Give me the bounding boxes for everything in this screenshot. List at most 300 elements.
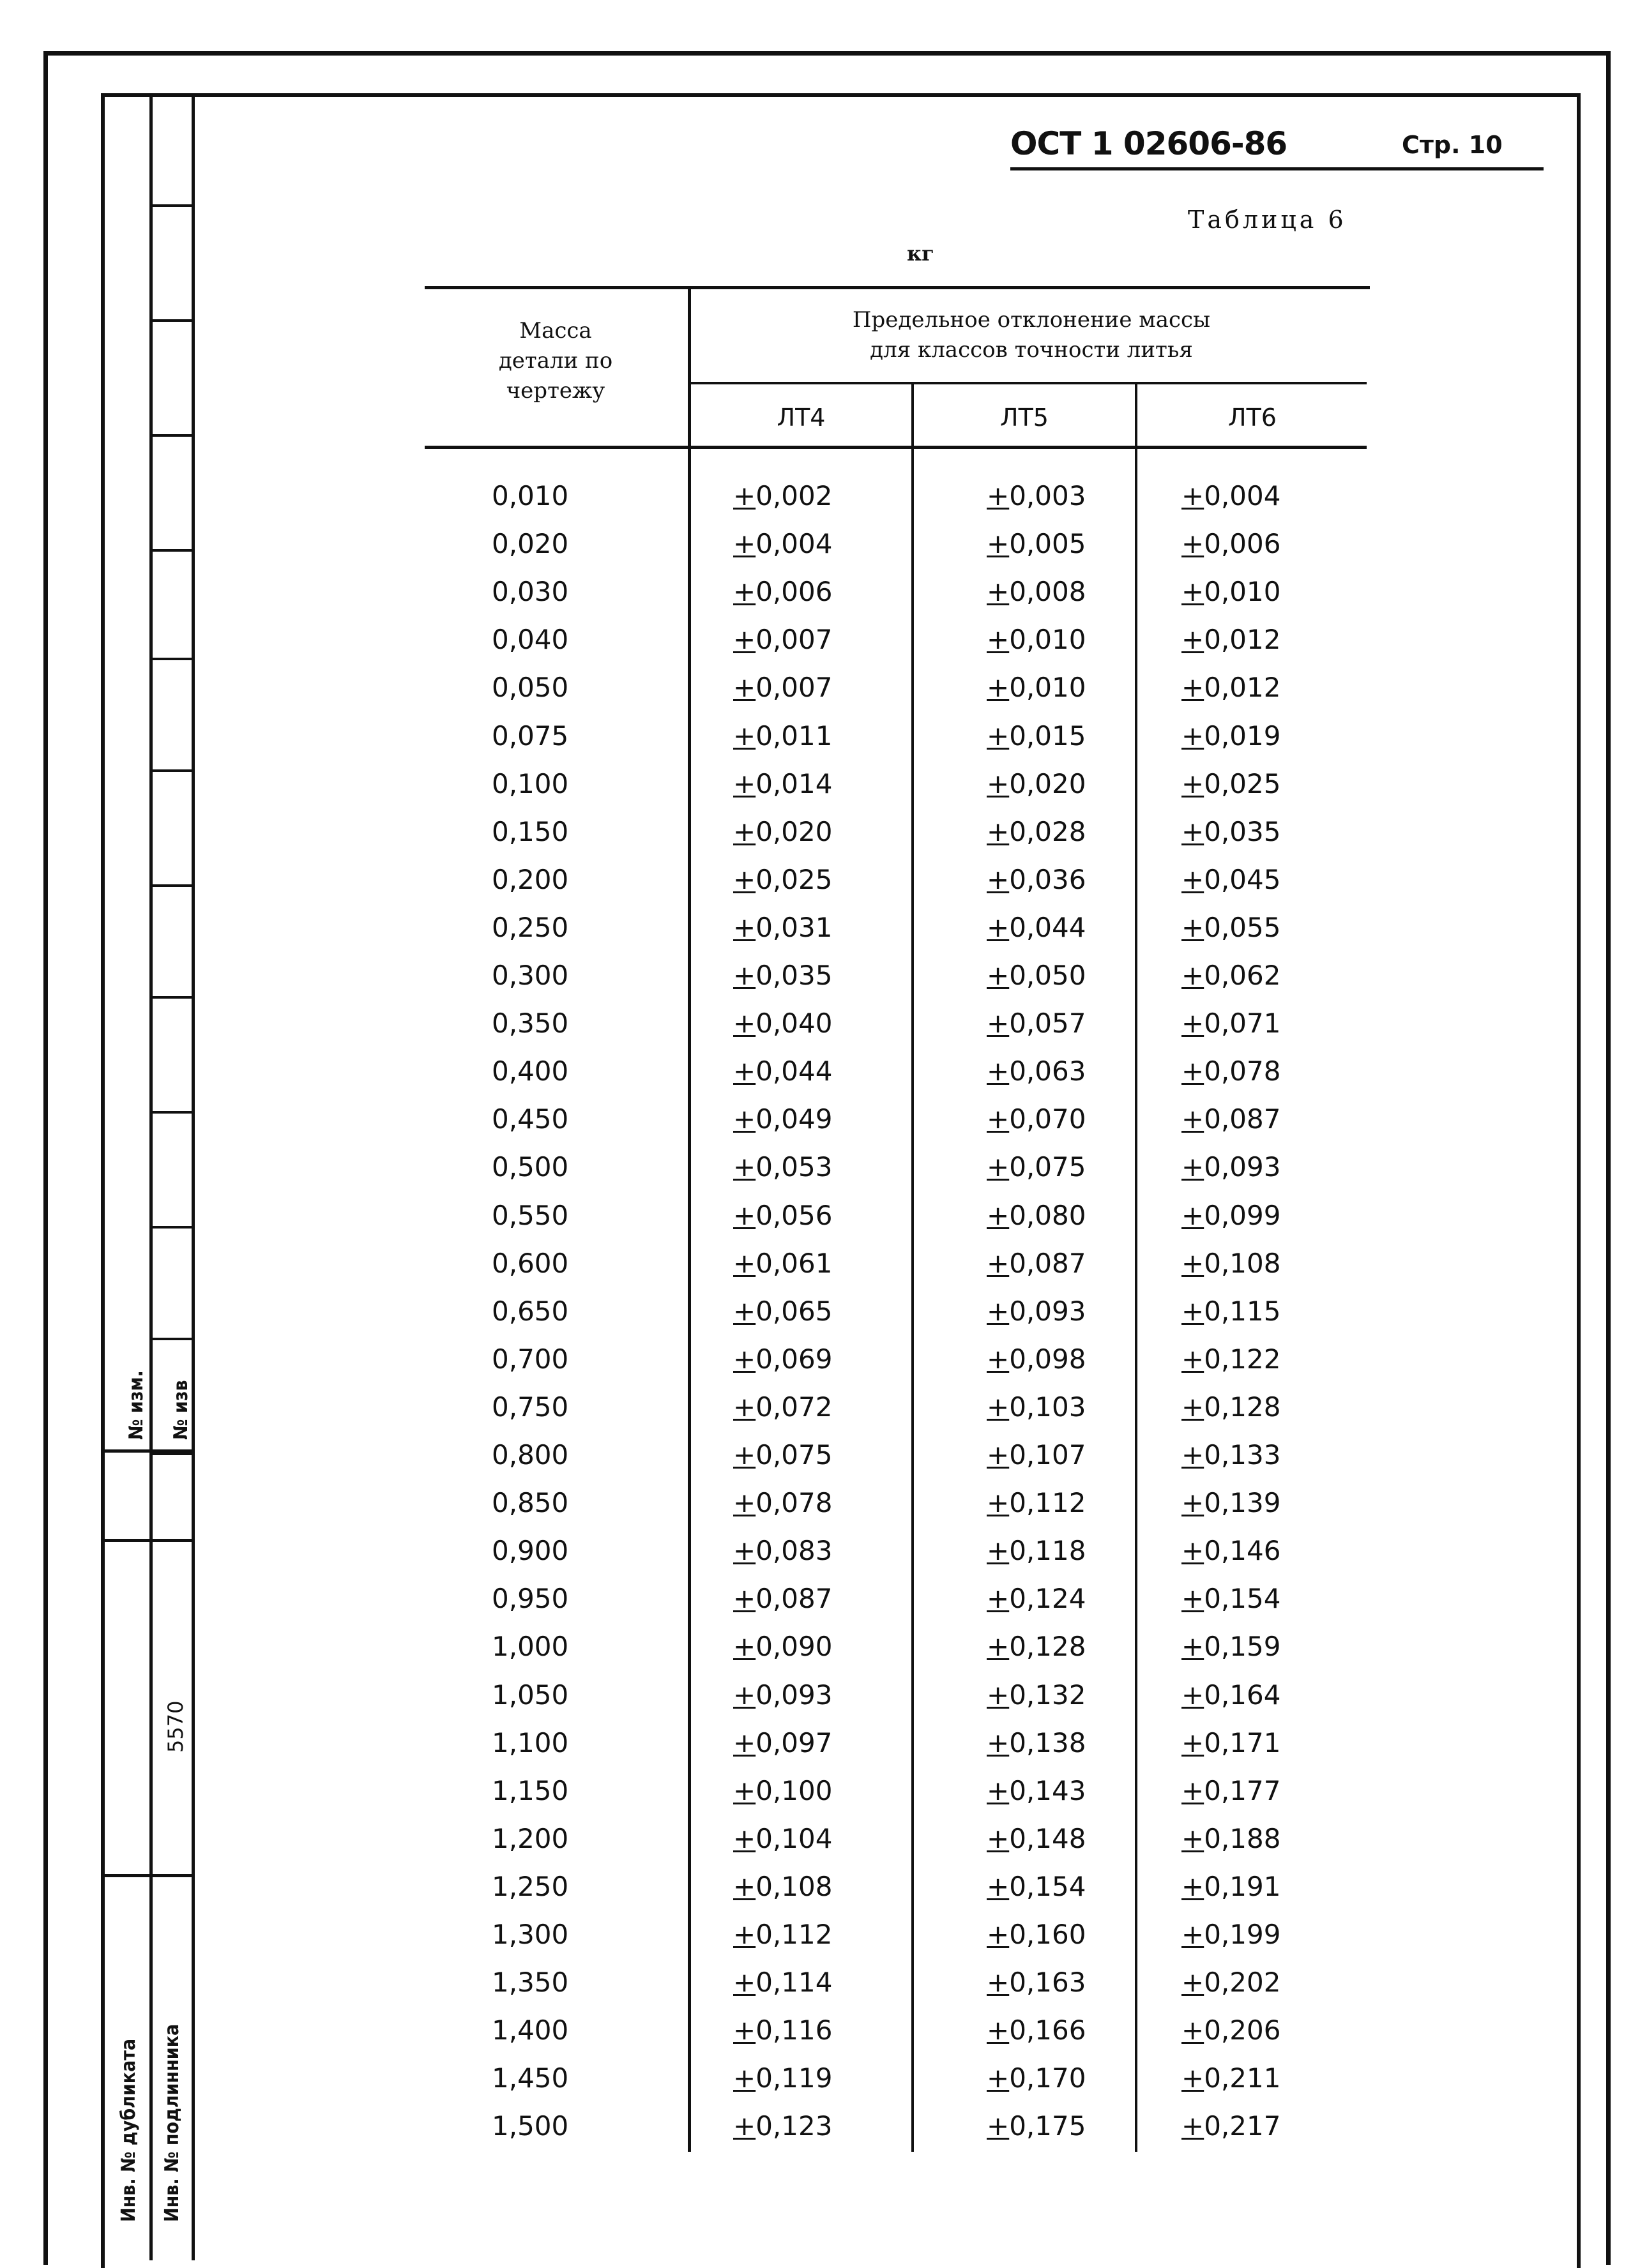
table-row (421, 1727, 1379, 1775)
plus-minus-sign: + (1181, 2110, 1204, 2142)
table-row (421, 2062, 1379, 2110)
deviation-value: 0,112 (1009, 1487, 1086, 1519)
deviation-value: 0,065 (755, 1295, 833, 1327)
group-header-line: для классов точности литья (870, 336, 1193, 363)
deviation-cell (987, 672, 1086, 703)
deviation-cell (733, 1967, 832, 1998)
deviation-cell (987, 1200, 1086, 1231)
deviation-cell (733, 1343, 832, 1375)
deviation-value: 0,132 (1009, 1679, 1086, 1711)
plus-minus-sign: + (1181, 1679, 1204, 1711)
deviation-value: 0,005 (1009, 528, 1086, 560)
deviation-cell (733, 1727, 832, 1758)
plus-minus-sign: + (1181, 624, 1204, 656)
mass-cell: 0,300 (492, 960, 569, 991)
deviation-cell (987, 1343, 1086, 1375)
plus-minus-sign: + (733, 528, 756, 560)
deviation-value: 0,012 (1204, 672, 1281, 704)
deviation-value: 0,006 (755, 576, 833, 608)
deviation-cell (1181, 1055, 1280, 1087)
deviation-cell (987, 1008, 1086, 1039)
deviation-cell (1181, 672, 1280, 703)
deviation-cell (733, 1008, 832, 1039)
deviation-value: 0,040 (755, 1008, 833, 1040)
izv-label: № изв (170, 1380, 192, 1440)
plus-minus-sign: + (1181, 1919, 1204, 1950)
deviation-value: 0,075 (755, 1439, 833, 1470)
plus-minus-sign: + (733, 2015, 756, 2046)
deviation-value: 0,170 (1009, 2062, 1086, 2094)
deviation-cell (987, 1679, 1086, 1711)
plus-minus-sign: + (987, 1295, 1010, 1327)
deviation-cell (1181, 528, 1280, 559)
deviation-cell (733, 1439, 832, 1470)
deviation-value: 0,035 (755, 960, 833, 991)
margin-tick (149, 884, 194, 887)
plus-minus-sign: + (733, 1487, 756, 1519)
plus-minus-sign: + (1181, 720, 1204, 752)
deviation-cell (733, 768, 832, 799)
plus-minus-sign: + (733, 1199, 756, 1231)
plus-minus-sign: + (987, 1247, 1010, 1279)
plus-minus-sign: + (733, 1631, 756, 1663)
table-row (421, 1679, 1379, 1727)
deviation-cell (987, 1535, 1086, 1566)
deviation-cell (1181, 480, 1280, 511)
deviation-value: 0,199 (1204, 1919, 1281, 1950)
plus-minus-sign: + (1181, 1583, 1204, 1615)
plus-minus-sign: + (733, 2062, 756, 2094)
table-row (421, 1487, 1379, 1535)
plus-minus-sign: + (987, 2015, 1010, 2046)
margin-box-mid (101, 1874, 194, 1877)
plus-minus-sign: + (1181, 815, 1204, 847)
deviation-cell (733, 720, 832, 752)
deviation-value: 0,138 (1009, 1727, 1086, 1758)
deviation-cell (733, 1391, 832, 1423)
plus-minus-sign: + (987, 1679, 1010, 1711)
deviation-value: 0,087 (1009, 1247, 1086, 1279)
deviation-cell (1181, 1439, 1280, 1470)
table-row (421, 624, 1379, 672)
mass-cell: 0,850 (492, 1487, 569, 1519)
inv-dublikata-label: Инв. № дубликата (118, 2038, 140, 2222)
deviation-cell (733, 1631, 832, 1662)
deviation-value: 0,075 (1009, 1151, 1086, 1183)
mass-cell: 0,450 (492, 1103, 569, 1135)
table-row (421, 1151, 1379, 1199)
deviation-cell (1181, 864, 1280, 895)
deviation-cell (733, 1583, 832, 1614)
plus-minus-sign: + (733, 720, 756, 752)
mass-cell: 1,200 (492, 1822, 569, 1854)
table-row (421, 480, 1379, 528)
deviation-value: 0,004 (755, 528, 833, 560)
plus-minus-sign: + (1181, 1967, 1204, 1999)
mass-cell: 0,050 (492, 672, 569, 704)
deviation-cell (1181, 1679, 1280, 1711)
deviation-cell (987, 2015, 1086, 2046)
deviation-cell (1181, 2015, 1280, 2046)
deviation-cell (733, 1248, 832, 1279)
deviation-value: 0,100 (755, 1774, 833, 1806)
deviation-cell (987, 1631, 1086, 1662)
plus-minus-sign: + (733, 480, 756, 511)
plus-minus-sign: + (987, 1774, 1010, 1806)
deviation-value: 0,093 (755, 1679, 833, 1711)
deviation-cell (1181, 1391, 1280, 1423)
deviation-cell (1181, 576, 1280, 607)
mass-cell: 0,550 (492, 1199, 569, 1231)
table-row (421, 672, 1379, 720)
table-top-rule (425, 286, 1370, 289)
deviation-value: 0,143 (1009, 1774, 1086, 1806)
deviation-value: 0,202 (1204, 1967, 1281, 1999)
table-row (421, 864, 1379, 912)
deviation-value: 0,112 (755, 1919, 833, 1950)
plus-minus-sign: + (987, 1391, 1010, 1423)
table-row (421, 960, 1379, 1008)
margin-box-top (101, 1539, 194, 1542)
plus-minus-sign: + (733, 576, 756, 608)
mass-cell: 0,020 (492, 528, 569, 560)
deviation-cell (733, 1151, 832, 1183)
deviation-cell (1181, 624, 1280, 655)
mass-cell: 1,300 (492, 1919, 569, 1950)
deviation-cell (1181, 1775, 1280, 1806)
margin-divider-right (192, 96, 195, 2260)
deviation-value: 0,154 (1009, 1870, 1086, 1902)
plus-minus-sign: + (733, 1967, 756, 1999)
deviation-value: 0,206 (1204, 2015, 1281, 2046)
deviation-cell (733, 1055, 832, 1087)
deviation-value: 0,057 (1009, 1008, 1086, 1040)
group-header (696, 305, 1367, 365)
plus-minus-sign: + (733, 815, 756, 847)
plus-minus-sign: + (1181, 1727, 1204, 1758)
plus-minus-sign: + (987, 1103, 1010, 1135)
mass-cell: 1,100 (492, 1727, 569, 1758)
deviation-value: 0,002 (755, 480, 833, 511)
plus-minus-sign: + (987, 1870, 1010, 1902)
plus-minus-sign: + (1181, 1295, 1204, 1327)
deviation-cell (1181, 2110, 1280, 2142)
plus-minus-sign: + (1181, 2062, 1204, 2094)
deviation-cell (1181, 1151, 1280, 1183)
deviation-value: 0,217 (1204, 2110, 1281, 2142)
plus-minus-sign: + (733, 1822, 756, 1854)
plus-minus-sign: + (733, 767, 756, 799)
margin-tick (149, 996, 194, 999)
table-row (421, 720, 1379, 768)
plus-minus-sign: + (987, 480, 1010, 511)
deviation-value: 0,069 (755, 1343, 833, 1375)
mass-cell: 1,150 (492, 1774, 569, 1806)
deviation-cell (733, 2062, 832, 2094)
deviation-cell (733, 1871, 832, 1902)
margin-tick (149, 658, 194, 660)
table-row (421, 1919, 1379, 1967)
deviation-value: 0,175 (1009, 2110, 1086, 2142)
deviation-value: 0,166 (1009, 2015, 1086, 2046)
deviation-value: 0,045 (1204, 863, 1281, 895)
deviation-value: 0,072 (755, 1391, 833, 1423)
plus-minus-sign: + (1181, 1870, 1204, 1902)
deviation-cell (987, 480, 1086, 511)
deviation-value: 0,004 (1204, 480, 1281, 511)
margin-tick (149, 434, 194, 437)
deviation-value: 0,108 (1204, 1247, 1281, 1279)
deviation-cell (1181, 912, 1280, 943)
deviation-cell (1181, 1967, 1280, 1998)
table-row (421, 1775, 1379, 1823)
deviation-value: 0,044 (1009, 911, 1086, 943)
plus-minus-sign: + (733, 1055, 756, 1087)
deviation-value: 0,028 (1009, 815, 1086, 847)
deviation-value: 0,171 (1204, 1727, 1281, 1758)
deviation-value: 0,020 (755, 815, 833, 847)
plus-minus-sign: + (987, 1343, 1010, 1375)
deviation-cell (733, 1535, 832, 1566)
plus-minus-sign: + (733, 1247, 756, 1279)
deviation-value: 0,093 (1204, 1151, 1281, 1183)
margin-divider (149, 96, 153, 2260)
deviation-cell (1181, 816, 1280, 847)
deviation-cell (1181, 1248, 1280, 1279)
mass-cell: 1,350 (492, 1967, 569, 1999)
plus-minus-sign: + (1181, 1487, 1204, 1519)
plus-minus-sign: + (987, 767, 1010, 799)
plus-minus-sign: + (987, 815, 1010, 847)
deviation-cell (1181, 2062, 1280, 2094)
table-row (421, 1343, 1379, 1391)
deviation-cell (733, 912, 832, 943)
table-row (421, 1871, 1379, 1919)
margin-tick (149, 1226, 194, 1228)
header-rule (1010, 167, 1544, 170)
group-header-rule (690, 382, 1367, 384)
deviation-cell (1181, 1535, 1280, 1566)
mass-cell: 0,800 (492, 1439, 569, 1470)
page-number: Стр. 10 (1402, 131, 1503, 159)
deviation-cell (733, 1296, 832, 1327)
plus-minus-sign: + (733, 1774, 756, 1806)
deviation-value: 0,177 (1204, 1774, 1281, 1806)
deviation-value: 0,124 (1009, 1583, 1086, 1615)
deviation-cell (733, 1775, 832, 1806)
deviation-cell (1181, 1823, 1280, 1854)
deviation-value: 0,123 (755, 2110, 833, 2142)
deviation-value: 0,080 (1009, 1199, 1086, 1231)
deviation-value: 0,104 (755, 1822, 833, 1854)
deviation-cell (733, 960, 832, 991)
deviation-value: 0,114 (755, 1967, 833, 1999)
deviation-cell (987, 528, 1086, 559)
margin-tick (149, 204, 194, 207)
deviation-cell (987, 1775, 1086, 1806)
plus-minus-sign: + (987, 863, 1010, 895)
table-row (421, 1296, 1379, 1343)
deviation-cell (733, 2110, 832, 2142)
plus-minus-sign: + (733, 1870, 756, 1902)
mass-header (447, 316, 664, 406)
plus-minus-sign: + (987, 672, 1010, 704)
mass-cell: 0,500 (492, 1151, 569, 1183)
deviation-cell (987, 1583, 1086, 1614)
deviation-value: 0,070 (1009, 1103, 1086, 1135)
deviation-value: 0,025 (1204, 767, 1281, 799)
deviation-value: 0,118 (1009, 1535, 1086, 1567)
deviation-value: 0,007 (755, 672, 833, 704)
deviation-value: 0,078 (1204, 1055, 1281, 1087)
deviation-value: 0,014 (755, 767, 833, 799)
deviation-cell (987, 912, 1086, 943)
deviation-value: 0,099 (1204, 1199, 1281, 1231)
deviation-cell (987, 1439, 1086, 1470)
mass-cell: 0,900 (492, 1535, 569, 1567)
plus-minus-sign: + (987, 1727, 1010, 1758)
margin-tick (149, 769, 194, 772)
deviation-cell (987, 624, 1086, 655)
deviation-value: 0,050 (1009, 960, 1086, 991)
table-row (421, 1391, 1379, 1439)
deviation-value: 0,159 (1204, 1631, 1281, 1663)
plus-minus-sign: + (987, 1583, 1010, 1615)
plus-minus-sign: + (987, 528, 1010, 560)
mass-cell: 0,200 (492, 863, 569, 895)
plus-minus-sign: + (733, 1008, 756, 1040)
deviation-cell (1181, 1296, 1280, 1327)
deviation-value: 0,097 (755, 1727, 833, 1758)
plus-minus-sign: + (987, 1631, 1010, 1663)
deviation-value: 0,154 (1204, 1583, 1281, 1615)
plus-minus-sign: + (987, 720, 1010, 752)
plus-minus-sign: + (987, 960, 1010, 991)
deviation-value: 0,053 (755, 1151, 833, 1183)
plus-minus-sign: + (1181, 1631, 1204, 1663)
table-row (421, 768, 1379, 816)
plus-minus-sign: + (733, 1439, 756, 1470)
mass-cell: 0,400 (492, 1055, 569, 1087)
deviation-value: 0,133 (1204, 1439, 1281, 1470)
plus-minus-sign: + (987, 1919, 1010, 1950)
deviation-cell (733, 2015, 832, 2046)
deviation-value: 0,006 (1204, 528, 1281, 560)
plus-minus-sign: + (987, 1967, 1010, 1999)
table-row (421, 1631, 1379, 1679)
deviation-cell (1181, 1487, 1280, 1518)
deviation-value: 0,098 (1009, 1343, 1086, 1375)
margin-tick (149, 1453, 194, 1455)
plus-minus-sign: + (1181, 911, 1204, 943)
deviation-value: 0,083 (755, 1535, 833, 1567)
plus-minus-sign: + (1181, 1439, 1204, 1470)
deviation-cell (987, 1296, 1086, 1327)
deviation-cell (733, 624, 832, 655)
unit-label: кг (907, 241, 934, 266)
deviation-value: 0,107 (1009, 1439, 1086, 1470)
plus-minus-sign: + (733, 1583, 756, 1615)
deviation-value: 0,055 (1204, 911, 1281, 943)
table-row (421, 2110, 1379, 2158)
plus-minus-sign: + (1181, 672, 1204, 704)
plus-minus-sign: + (733, 1919, 756, 1950)
deviation-cell (987, 768, 1086, 799)
deviation-value: 0,122 (1204, 1343, 1281, 1375)
mass-cell: 0,650 (492, 1295, 569, 1327)
plus-minus-sign: + (987, 2062, 1010, 2094)
deviation-value: 0,191 (1204, 1870, 1281, 1902)
mass-cell: 0,030 (492, 576, 569, 608)
mass-header-line: детали по (498, 347, 613, 374)
mass-cell: 0,950 (492, 1583, 569, 1615)
plus-minus-sign: + (1181, 1247, 1204, 1279)
deviation-cell (1181, 1727, 1280, 1758)
deviation-cell (987, 720, 1086, 752)
deviation-value: 0,128 (1009, 1631, 1086, 1663)
deviation-value: 0,011 (755, 720, 833, 752)
plus-minus-sign: + (987, 1439, 1010, 1470)
deviation-value: 0,008 (1009, 576, 1086, 608)
plus-minus-sign: + (987, 576, 1010, 608)
deviation-value: 0,188 (1204, 1822, 1281, 1854)
deviation-value: 0,062 (1204, 960, 1281, 991)
mass-cell: 1,250 (492, 1870, 569, 1902)
deviation-cell (733, 1487, 832, 1518)
mass-cell: 0,250 (492, 911, 569, 943)
deviation-value: 0,119 (755, 2062, 833, 2094)
table-row (421, 1008, 1379, 1055)
deviation-cell (987, 576, 1086, 607)
deviation-value: 0,108 (755, 1870, 833, 1902)
mass-cell: 0,075 (492, 720, 569, 752)
deviation-value: 0,071 (1204, 1008, 1281, 1040)
deviation-value: 0,078 (755, 1487, 833, 1519)
deviation-cell (733, 672, 832, 703)
table-row (421, 1439, 1379, 1487)
deviation-value: 0,010 (1009, 672, 1086, 704)
mass-cell: 0,010 (492, 480, 569, 511)
header-bottom-rule (425, 446, 1367, 449)
deviation-value: 0,015 (1009, 720, 1086, 752)
plus-minus-sign: + (987, 2110, 1010, 2142)
deviation-cell (987, 1248, 1086, 1279)
deviation-cell (987, 1391, 1086, 1423)
deviation-cell (987, 2062, 1086, 2094)
deviation-value: 0,031 (755, 911, 833, 943)
plus-minus-sign: + (1181, 480, 1204, 511)
deviation-value: 0,025 (755, 863, 833, 895)
deviation-value: 0,020 (1009, 767, 1086, 799)
plus-minus-sign: + (1181, 1822, 1204, 1854)
plus-minus-sign: + (1181, 1008, 1204, 1040)
plus-minus-sign: + (1181, 1391, 1204, 1423)
mass-cell: 0,150 (492, 815, 569, 847)
deviation-cell (987, 1823, 1086, 1854)
deviation-value: 0,019 (1204, 720, 1281, 752)
table-row (421, 1967, 1379, 2015)
deviation-cell (987, 1871, 1086, 1902)
plus-minus-sign: + (1181, 1343, 1204, 1375)
margin-box-bottom (101, 1449, 194, 1453)
table-title: Таблица 6 (1188, 206, 1347, 234)
deviation-cell (1181, 1871, 1280, 1902)
deviation-cell (1181, 1200, 1280, 1231)
deviation-cell (987, 960, 1086, 991)
deviation-cell (733, 816, 832, 847)
deviation-value: 0,093 (1009, 1295, 1086, 1327)
deviation-value: 0,036 (1009, 863, 1086, 895)
